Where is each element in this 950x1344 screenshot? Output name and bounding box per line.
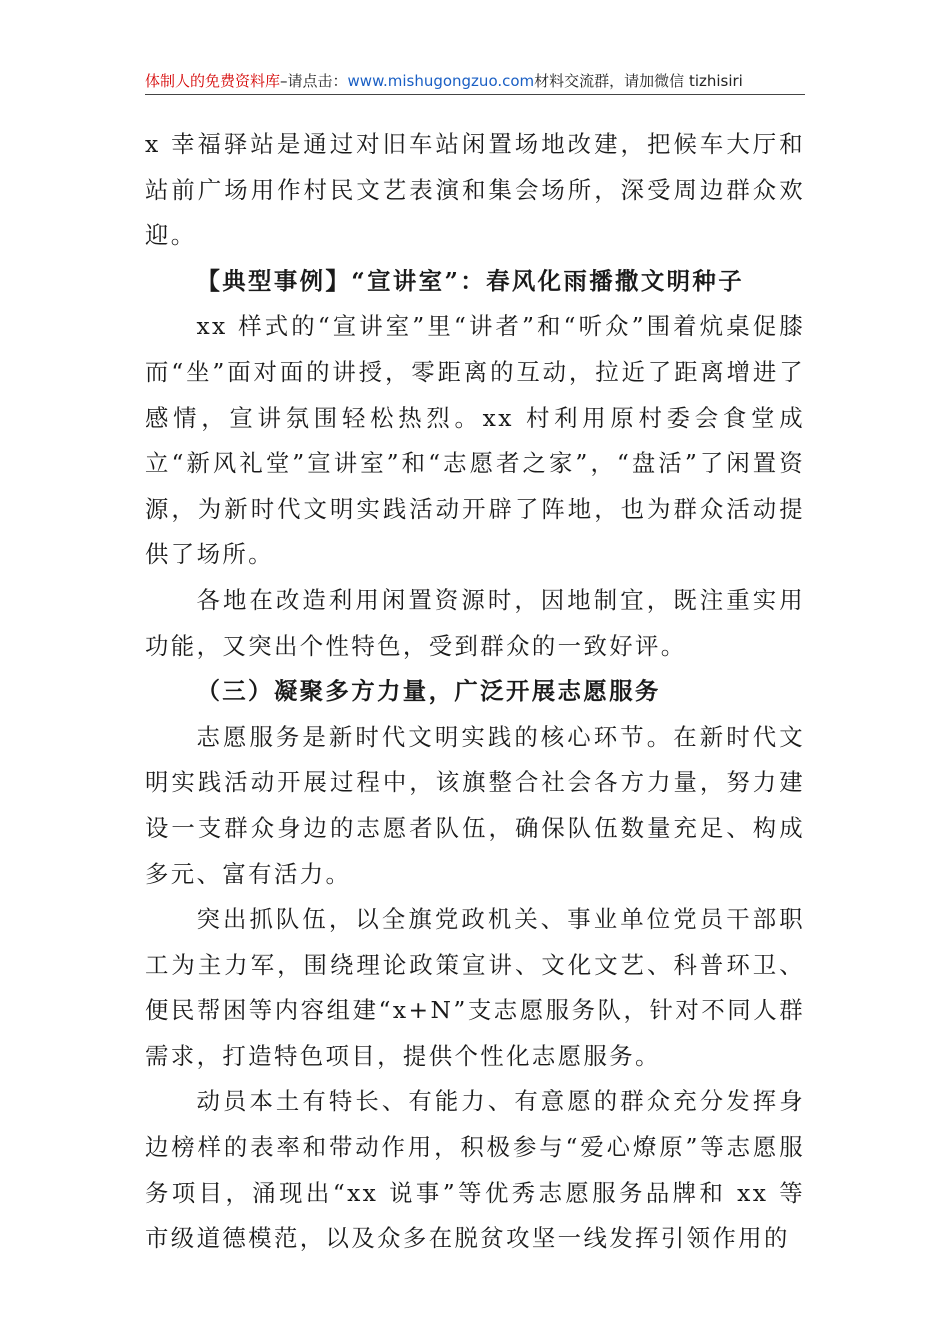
- paragraph: 动员本土有特长、有能力、有意愿的群众充分发挥身边榜样的表率和带动作用，积极参与“爱心燎原”等志愿服务项目，涌现出“xx 说事”等优秀志愿服务品牌和 xx 等市级道德模范，以及众多在脱贫攻坚一线发挥引领作用的: [145, 1087, 805, 1253]
- paragraph: xx 样式的“宣讲室”里“讲者”和“听众”围着炕桌促膝而“坐”面对面的讲授，零距离的互动，拉近了距离增进了感情，宣讲氛围轻松热烈。xx 村利用原村委会食堂成立“新风礼堂”宣讲室”和“志愿者之家”，“盘活”了闲置资源，为新时代文明实践活动开辟了阵地，也为群众活动提供了场所。: [145, 312, 805, 569]
- document-body: [145, 122, 805, 1262]
- header-brand: 体制人的免费资料库: [145, 72, 281, 90]
- header-prompt: –请点击：: [280, 72, 348, 90]
- page-header: [145, 68, 805, 94]
- case-heading: 【典型事例】“宣讲室”：春风化雨播撒文明种子: [196, 266, 744, 295]
- header-divider: [145, 94, 805, 95]
- paragraph: x 幸福驿站是通过对旧车站闲置场地改建，把候车大厅和站前广场用作村民文艺表演和集会场所，深受周边群众欢迎。: [145, 130, 805, 250]
- header-contact: 材料交流群，请加微信 tizhisiri: [534, 72, 743, 90]
- section-heading: （三）凝聚多方力量，广泛开展志愿服务: [196, 677, 661, 706]
- paragraph: 各地在改造利用闲置资源时，因地制宜，既注重实用功能，又突出个性特色，受到群众的一致好评。: [145, 585, 805, 660]
- paragraph: 志愿服务是新时代文明实践的核心环节。在新时代文明实践活动开展过程中，该旗整合社会各方力量，努力建设一支群众身边的志愿者队伍，确保队伍数量充足、构成多元、富有活力。: [145, 722, 805, 888]
- paragraph: 突出抓队伍，以全旗党政机关、事业单位党员干部职工为主力军，围绕理论政策宣讲、文化文艺、科普环卫、便民帮困等内容组建“x+N”支志愿服务队，针对不同人群需求，打造特色项目，提供个性化志愿服务。: [145, 905, 805, 1070]
- header-url-link[interactable]: www.mishugongzuo.com: [347, 72, 535, 90]
